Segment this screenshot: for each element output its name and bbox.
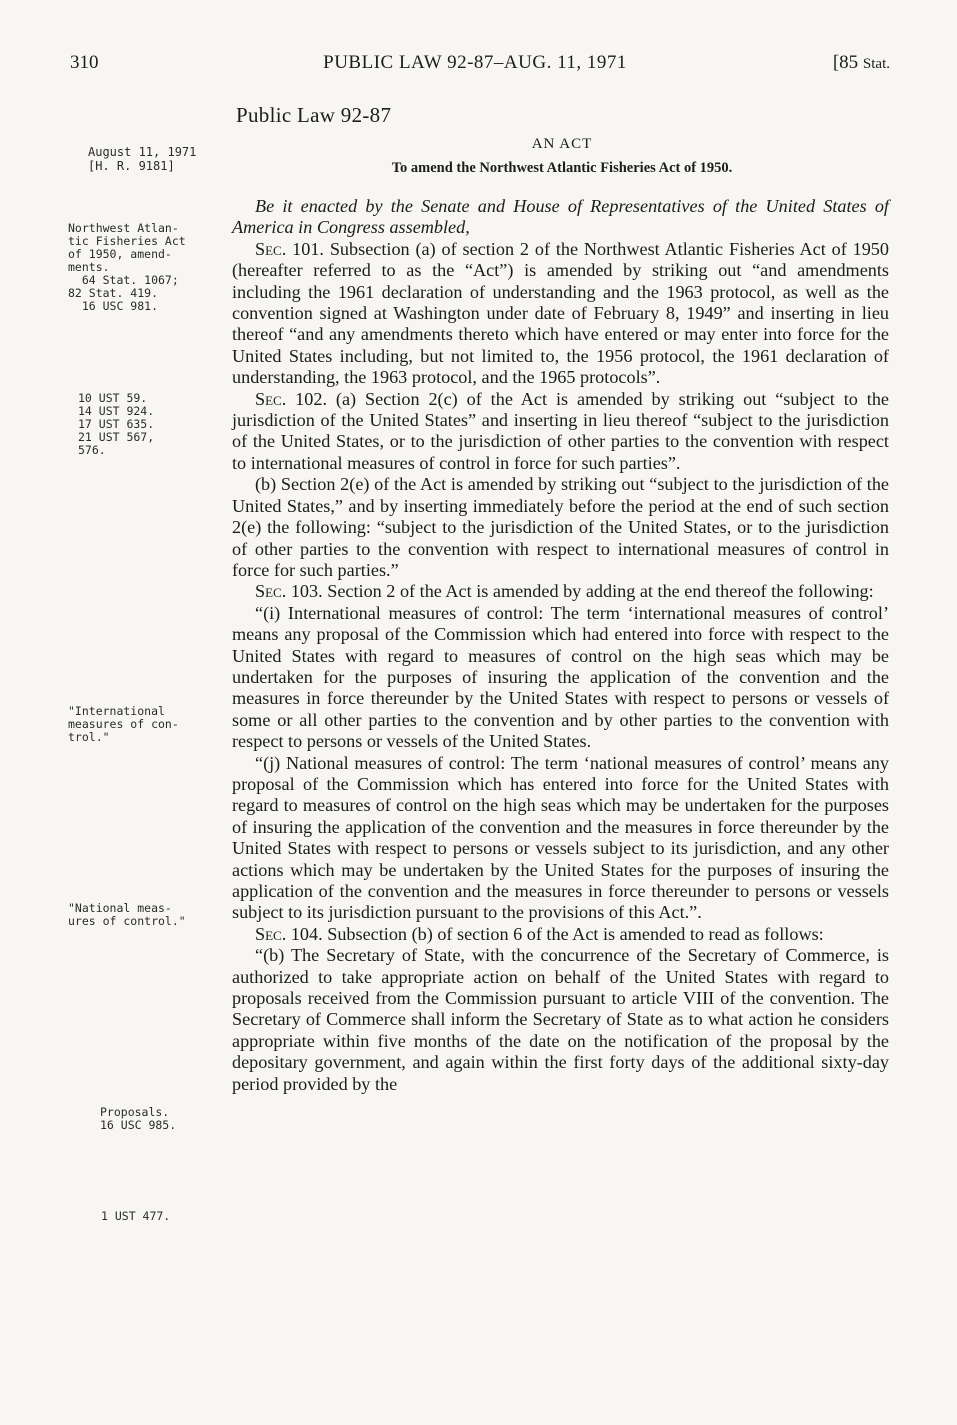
- page-number: 310: [70, 52, 99, 73]
- margin-line: measures of con-: [68, 717, 179, 731]
- law-title: Public Law 92-87: [236, 103, 392, 127]
- section-number: 102.: [286, 388, 328, 409]
- margin-note-national-measures: [68, 902, 230, 928]
- margin-line: 576.: [78, 443, 106, 457]
- margin-line: [H. R. 9181]: [88, 159, 175, 173]
- section-text: Subsection (a) of section 2 of the Northwest Atlantic Fisheries Act of 1950 (hereafter referred to as the “Act”) is amended by striking out “and amendments including the 1961 declaration of understanding and the 1963 protocol, as well as the convention signed at Washington under date of February 8, 1949” and inserting in lieu thereof “and any amendments thereto which have entered or may enter into force for the United States including, but not limited to, the 1956 protocol, the 1961 declaration of understanding, the 1963 protocol, and the 1965 protocols”.: [232, 238, 889, 388]
- section-text: Section 2 of the Act is amended by adding at the end thereof the following:: [322, 581, 874, 602]
- act-label: AN ACT: [531, 136, 593, 152]
- margin-line: 64 Stat. 1067;: [68, 273, 179, 287]
- section-101: [232, 239, 889, 389]
- margin-line: 17 UST 635.: [78, 417, 155, 431]
- margin-line: tic Fisheries Act: [68, 234, 186, 248]
- margin-line: 16 USC 981.: [68, 299, 159, 313]
- section-label: Sec.: [255, 581, 287, 602]
- margin-note-ust-refs: [78, 392, 240, 457]
- margin-note-ust-477: [101, 1210, 263, 1223]
- margin-line: Proposals.: [100, 1105, 170, 1119]
- section-102-b: (b) Section 2(e) of the Act is amended by striking out “subject to the jurisdiction of the United States,” and by inserting immediately before the period at the end of such section 2(e) the following: “subject to the jurisdiction of the United States, or to the jurisdiction of other parties to the convention with respect to international measures of control in force for such parties.”: [232, 474, 889, 580]
- margin-line: 82 Stat. 419.: [68, 286, 159, 300]
- margin-line: 16 USC 985.: [100, 1118, 177, 1132]
- law-body: [232, 196, 889, 1095]
- margin-line: of 1950, amend-: [68, 247, 172, 261]
- section-text: (a) Section 2(c) of the Act is amended by striking out “subject to the jurisdiction of the United States” and inserting in lieu thereof “subject to the jurisdiction of the United States, or to the jurisdiction of other parties to the convention with respect to international measures of control in force for such parties”.: [232, 388, 889, 473]
- enacting-clause: Be it enacted by the Senate and House of Representatives of the United States of America in Congress assembled,: [232, 196, 889, 238]
- paragraph-j: “(j) National measures of control: The term ‘national measures of control’ means any proposal of the Commission which has entered into force for the United States with regard to measures of control on the high seas which may be undertaken for the purposes of insuring the application of the convention and the measures in force thereunder by the United States with respect to persons or vessels subject to its jurisdiction, and any other actions which may be undertaken by the United States for the purposes of insuring the application of the convention and the measures in force thereunder to persons or vessels subject to its jurisdiction pursuant to the provisions of this Act.”.: [232, 752, 889, 923]
- margin-note-date: [88, 145, 250, 173]
- margin-note-amendments: [68, 222, 230, 313]
- paragraph-i: “(i) International measures of control: The term ‘international measures of control’ means any proposal of the Commission which had entered into force with respect to the United States with regard to measures of control on the high seas which may be undertaken for the purposes of insuring the application of the convention and the measures in force thereunder by the United States with respect to persons or vessels of some or all other parties to the convention and by other parties to the convention with respect to persons or vessels of the United States.: [232, 602, 889, 752]
- margin-line: "National meas-: [68, 901, 172, 915]
- margin-line: ures of control.": [68, 914, 186, 928]
- margin-note-international-measures: [68, 705, 230, 744]
- section-number: 101.: [286, 238, 324, 259]
- margin-line: trol.": [68, 730, 110, 744]
- margin-line: August 11, 1971: [88, 145, 197, 159]
- section-label: Sec.: [255, 388, 287, 409]
- section-number: 104.: [286, 923, 323, 944]
- section-number: 103.: [286, 581, 323, 602]
- act-purpose: To amend the Northwest Atlantic Fisheries Act of 1950.: [391, 160, 733, 176]
- statute-reference: [833, 52, 890, 74]
- statute-reference-prefix: [85: [832, 52, 863, 73]
- margin-line: 10 UST 59.: [78, 391, 148, 405]
- running-title: PUBLIC LAW 92-87–AUG. 11, 1971: [323, 52, 627, 73]
- margin-note-proposals: [100, 1106, 262, 1132]
- margin-line: Northwest Atlan-: [68, 221, 179, 235]
- section-label: Sec.: [255, 238, 287, 259]
- margin-line: 1 UST 477.: [101, 1209, 171, 1223]
- section-102: [232, 389, 889, 475]
- margin-line: 14 UST 924.: [78, 404, 155, 418]
- margin-line: ments.: [68, 260, 110, 274]
- section-103: [232, 581, 889, 602]
- paragraph-b: “(b) The Secretary of State, with the concurrence of the Secretary of Commerce, is authorized to take appropriate action on behalf of the United States with regard to proposals received from the Commission pursuant to article VIII of the convention. The Secretary of Commerce shall inform the Secretary of State as to what action he considers appropriate within five months of the date on the notification of the proposal by the depositary government, and again within the first forty days of the additional sixty-day period provided by the: [232, 945, 889, 1094]
- margin-line: 21 UST 567,: [78, 430, 155, 444]
- section-104: [232, 924, 889, 945]
- margin-line: "International: [68, 704, 165, 718]
- running-header: [60, 52, 890, 82]
- section-text: Subsection (b) of section 6 of the Act is amended to read as follows:: [322, 923, 824, 944]
- section-label: Sec.: [255, 923, 287, 944]
- statute-reference-label: Stat.: [862, 56, 890, 72]
